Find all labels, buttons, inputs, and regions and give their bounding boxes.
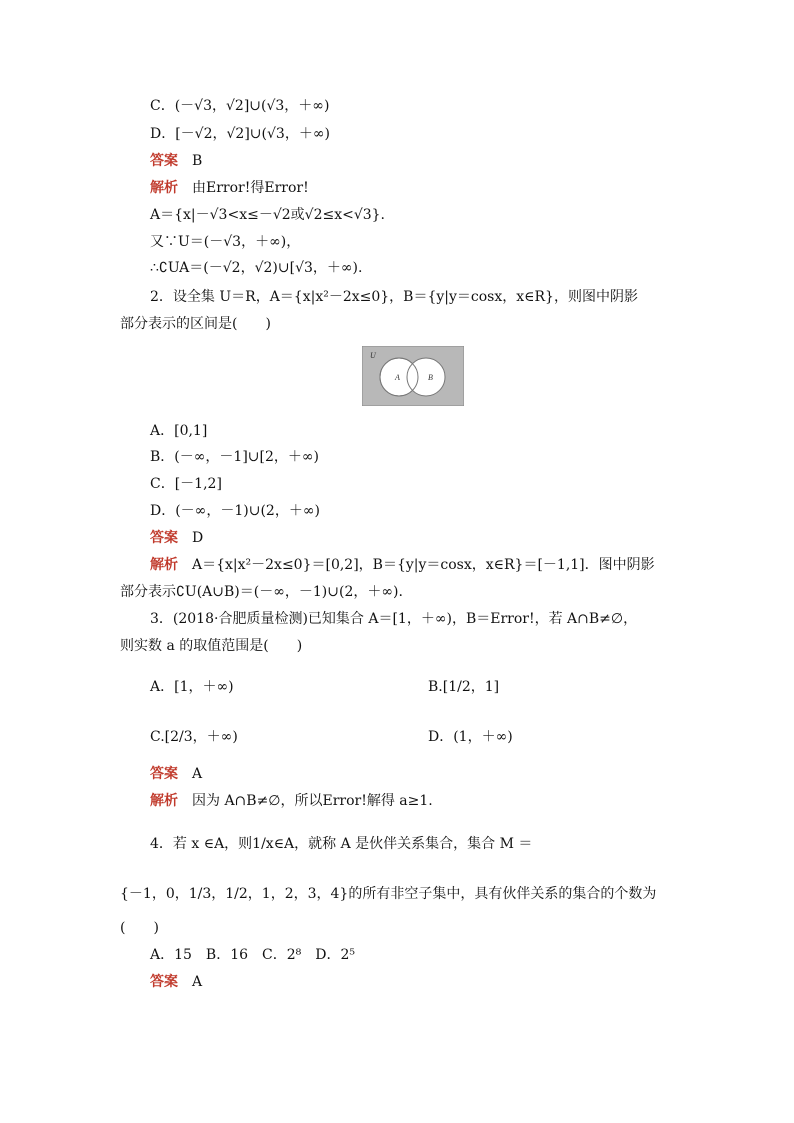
q2-stem-line2: 部分表示的区间是( ) (120, 316, 271, 332)
analysis-label: 解析 (150, 180, 178, 196)
answer-label: 答案 (150, 153, 178, 169)
answer-label: 答案 (150, 530, 178, 546)
q2-option-d: D．(－∞，－1)∪(2，＋∞) (150, 503, 320, 519)
q3-option-a: A．[1，＋∞) (150, 679, 234, 695)
analysis-text: 因为 A∩B≠∅，所以Error!解得 a≥1. (192, 793, 433, 809)
answer-label: 答案 (150, 974, 178, 990)
analysis-text: A＝{x|x²－2x≤0}＝[0,2]，B＝{y|y＝cosx，x∈R}＝[－1,1]．图中阴影 (192, 557, 655, 573)
q1-analysis-line3: 又∵U＝(－√3，＋∞)， (150, 234, 301, 250)
venn-label-u: U (370, 351, 376, 360)
q3-answer (150, 764, 202, 784)
q2-option-b: B．(－∞，－1]∪[2，＋∞) (150, 449, 320, 465)
q2-stem-line1: 2．设全集 U＝R，A＝{x|x²－2x≤0}，B＝{y|y＝cosx，x∈R}，则图中阴影 (150, 289, 638, 305)
q2-option-c: C．[－1,2] (150, 476, 222, 492)
q2-option-a: A．[0,1] (150, 423, 208, 439)
q1-answer (150, 151, 202, 171)
q4-stem-line1: 4．若 x ∈A，则1/x∈A，就称 A 是伙伴关系集合，集合 M ＝ (150, 836, 533, 852)
answer-value: A (192, 974, 203, 990)
q1-option-d: D．[－√2，√2]∪(√3，＋∞) (150, 126, 330, 142)
answer-value: B (192, 153, 203, 169)
q4-answer (150, 972, 202, 992)
q4-stem-line2: {－1，0，1/3，1/2，1，2，3，4}的所有非空子集中，具有伙伴关系的集合的个数为 (120, 886, 657, 902)
q1-option-c: C．(－√3，√2]∪(√3，＋∞) (150, 98, 330, 114)
q2-answer (150, 528, 203, 548)
q3-option-b: B.[1/2，1] (428, 679, 500, 695)
q4-stem-line3: ( ) (120, 920, 159, 936)
analysis-text: 由Error!得Error! (192, 180, 309, 196)
analysis-label: 解析 (150, 557, 178, 573)
analysis-label: 解析 (150, 793, 178, 809)
q3-stem-line2: 则实数 a 的取值范围是( ) (120, 638, 303, 654)
venn-diagram (362, 346, 464, 406)
q2-analysis-line2: 部分表示∁U(A∪B)＝(－∞，－1)∪(2，＋∞). (120, 584, 403, 600)
q1-analysis-line2: A＝{x|－√3<x≤－√2或√2≤x<√3}. (150, 207, 386, 223)
q3-option-c: C.[2/3，＋∞) (150, 729, 238, 745)
q1-analysis-line4: ∴∁UA＝(－√2，√2)∪[√3，＋∞). (150, 260, 363, 276)
answer-value: A (192, 766, 203, 782)
q4-options: A．15 B．16 C．2⁸ D．2⁵ (150, 947, 356, 963)
q3-analysis (150, 791, 433, 811)
venn-label-a: A (395, 373, 400, 382)
q2-analysis-line1 (150, 555, 655, 575)
q3-option-d: D．(1，＋∞) (428, 729, 513, 745)
q1-analysis-line1 (150, 178, 309, 198)
q3-stem-line1: 3．(2018·合肥质量检测)已知集合 A＝[1，＋∞)，B＝Error!，若 A∩B≠∅， (150, 611, 638, 627)
answer-value: D (192, 530, 204, 546)
venn-label-b: B (428, 373, 433, 382)
answer-label: 答案 (150, 766, 178, 782)
